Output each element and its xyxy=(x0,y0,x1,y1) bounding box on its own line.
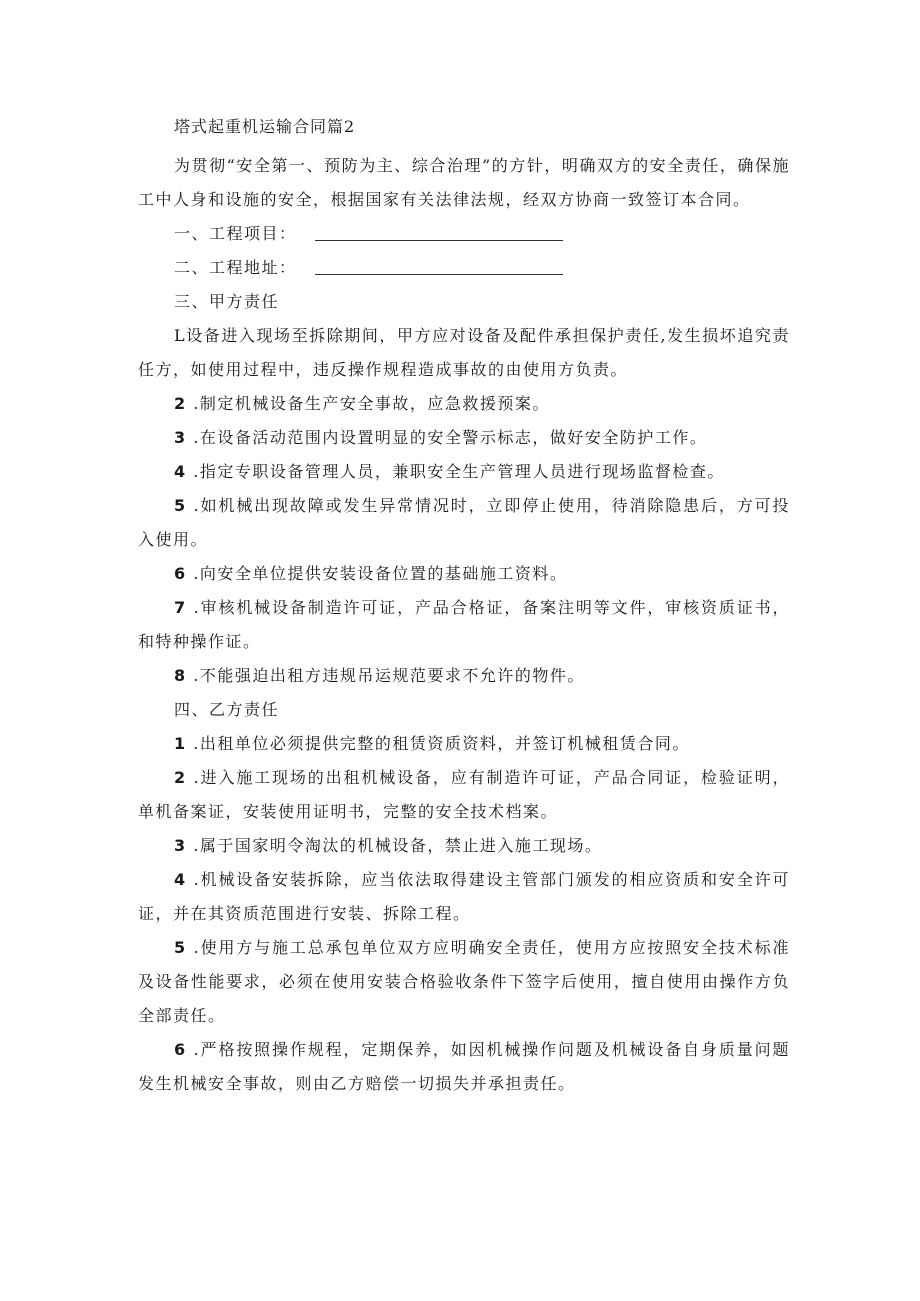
item-text: .在设备活动范围内设置明显的安全警示标志，做好安全防护工作。 xyxy=(193,428,708,447)
project-address-field xyxy=(138,251,790,285)
party-a-item-2 xyxy=(138,387,790,421)
item-number: 5 xyxy=(174,496,187,515)
item-text: .审核机械设备制造许可证，产品合格证，备案注明等文件，审核资质证书，和特种操作证。 xyxy=(138,598,790,651)
party-b-item-5 xyxy=(138,931,790,1033)
item-text: .如机械出现故障或发生异常情况时，立即停止使用，待消除隐患后，方可投入使用。 xyxy=(138,496,790,549)
item-text: .进入施工现场的出租机械设备，应有制造许可证，产品合同证，检验证明，单机备案证，安装使用证明书，完整的安全技术档案。 xyxy=(138,768,790,821)
party-a-heading: 三、甲方责任 xyxy=(174,292,280,311)
item-number: 3 xyxy=(174,836,187,855)
item-number: 7 xyxy=(174,598,187,617)
item-number: 4 xyxy=(174,462,187,481)
party-b-item-3 xyxy=(138,829,790,863)
party-b-item-2 xyxy=(138,761,790,829)
item-number: 3 xyxy=(174,428,187,447)
item-text: .指定专职设备管理人员，兼职安全生产管理人员进行现场监督检查。 xyxy=(193,462,725,481)
item-number: 6 xyxy=(174,1040,187,1059)
party-b-item-1 xyxy=(138,727,790,761)
project-address-blank xyxy=(315,254,563,275)
party-a-item-5 xyxy=(138,489,790,557)
document-title: 塔式起重机运输合同篇2 xyxy=(174,117,356,136)
item-text: .向安全单位提供安装设备位置的基础施工资料。 xyxy=(193,564,568,583)
project-name-label: 一、工程项目： xyxy=(174,224,297,243)
item-text: .机械设备安装拆除，应当依法取得建设主管部门颁发的相应资质和安全许可证，并在其资质范围进行安装、拆除工程。 xyxy=(138,870,790,923)
item-number: 5 xyxy=(174,938,187,957)
item-text: .不能强迫出租方违规吊运规范要求不允许的物件。 xyxy=(193,666,585,685)
project-name-field xyxy=(138,217,790,251)
party-a-item-4 xyxy=(138,455,790,489)
party-a-item-7 xyxy=(138,591,790,659)
item-number: 1 xyxy=(174,734,187,753)
item-number: 8 xyxy=(174,666,187,685)
item-text: .制定机械设备生产安全事故，应急救援预案。 xyxy=(193,394,550,413)
project-name-blank xyxy=(315,220,563,241)
item-text: .严格按照操作规程，定期保养，如因机械操作问题及机械设备自身质量问题发生机械安全事故，则由乙方赔偿一切损失并承担责任。 xyxy=(138,1040,790,1093)
party-b-item-6 xyxy=(138,1033,790,1101)
intro-paragraph: 为贯彻“安全第一、预防为主、综合治理”的方针，明确双方的安全责任，确保施工中人身和设施的安全，根据国家有关法律法规，经双方协商一致签订本合同。 xyxy=(138,156,790,209)
party-b-item-4 xyxy=(138,863,790,931)
project-address-label: 二、工程地址： xyxy=(174,258,297,277)
item-number: 4 xyxy=(174,870,187,889)
item-number: 2 xyxy=(174,768,187,787)
item-number: 6 xyxy=(174,564,187,583)
party-a-item-8 xyxy=(138,659,790,693)
item-text: .出租单位必须提供完整的租赁资质资料，并签订机械租赁合同。 xyxy=(193,734,690,753)
item-text: .使用方与施工总承包单位双方应明确安全责任，使用方应按照安全技术标准及设备性能要求，必须在使用安装合格验收条件下签字后使用，擅自使用由操作方负全部责任。 xyxy=(138,938,790,1025)
party-a-item-1: L设备进入现场至拆除期间，甲方应对设备及配件承担保护责任,发生损坏追究责任方，如使用过程中，违反操作规程造成事故的由使用方负责。 xyxy=(138,326,790,379)
party-a-item-3 xyxy=(138,421,790,455)
contract-body xyxy=(138,116,790,1101)
item-text: .属于国家明令淘汰的机械设备，禁止进入施工现场。 xyxy=(193,836,603,855)
party-a-item-6 xyxy=(138,557,790,591)
party-b-heading: 四、乙方责任 xyxy=(174,700,280,719)
item-number: 2 xyxy=(174,394,187,413)
